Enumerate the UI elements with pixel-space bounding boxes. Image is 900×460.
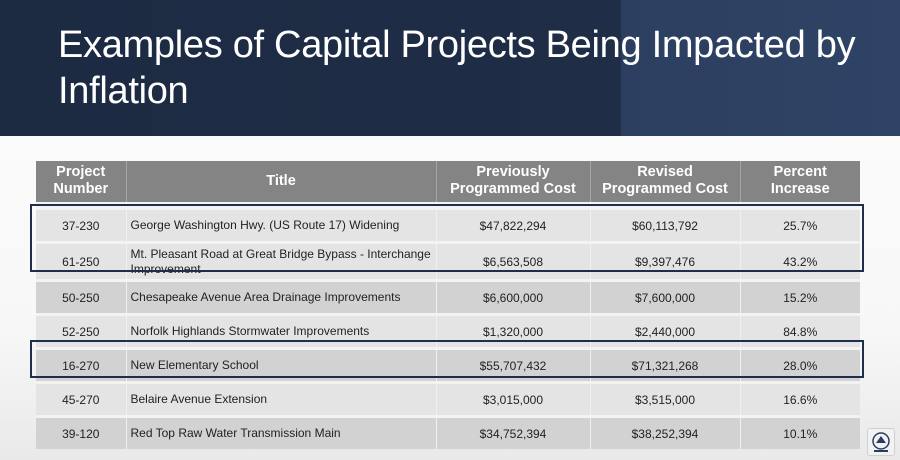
- revised-cost: $7,600,000: [590, 281, 740, 315]
- project-number: 16-270: [36, 349, 126, 383]
- percent-increase: 16.6%: [740, 383, 860, 417]
- project-title: Chesapeake Avenue Area Drainage Improvements: [126, 281, 436, 315]
- project-title: George Washington Hwy. (US Route 17) Widening: [126, 206, 436, 243]
- table-row: [36, 243, 860, 281]
- city-seal-icon: [867, 428, 895, 456]
- previous-cost: $34,752,394: [436, 417, 590, 450]
- project-number: 39-120: [36, 417, 126, 450]
- project-title: Norfolk Highlands Stormwater Improvements: [126, 315, 436, 349]
- previous-cost: $6,600,000: [436, 281, 590, 315]
- revised-cost: $60,113,792: [590, 206, 740, 243]
- project-number: 61-250: [36, 243, 126, 281]
- column-header-number: Project Number: [36, 161, 126, 206]
- projects-table: [36, 161, 860, 449]
- table-header-row: [36, 161, 860, 206]
- column-header-percent-increase: Percent Increase: [740, 161, 860, 206]
- table-row: [36, 315, 860, 349]
- revised-cost: $2,440,000: [590, 315, 740, 349]
- previous-cost: $6,563,508: [436, 243, 590, 281]
- percent-increase: 25.7%: [740, 206, 860, 243]
- slide-title: Examples of Capital Projects Being Impacted by Inflation: [58, 24, 856, 112]
- revised-cost: $71,321,268: [590, 349, 740, 383]
- project-title: Belaire Avenue Extension: [126, 383, 436, 417]
- column-header-title: Title: [126, 161, 436, 206]
- project-number: 37-230: [36, 206, 126, 243]
- percent-increase: 43.2%: [740, 243, 860, 281]
- project-title: New Elementary School: [126, 349, 436, 383]
- project-number: 50-250: [36, 281, 126, 315]
- percent-increase: 84.8%: [740, 315, 860, 349]
- percent-increase: 28.0%: [740, 349, 860, 383]
- table-row: [36, 383, 860, 417]
- percent-increase: 10.1%: [740, 417, 860, 450]
- previous-cost: $1,320,000: [436, 315, 590, 349]
- table-row: [36, 349, 860, 383]
- previous-cost: $47,822,294: [436, 206, 590, 243]
- previous-cost: $55,707,432: [436, 349, 590, 383]
- project-title: Mt. Pleasant Road at Great Bridge Bypass - Interchange Improvement: [126, 243, 436, 281]
- table-row: [36, 417, 860, 450]
- table-row: [36, 206, 860, 243]
- previous-cost: $3,015,000: [436, 383, 590, 417]
- percent-increase: 15.2%: [740, 281, 860, 315]
- project-title: Red Top Raw Water Transmission Main: [126, 417, 436, 450]
- project-number: 52-250: [36, 315, 126, 349]
- project-number: 45-270: [36, 383, 126, 417]
- column-header-previous-cost: Previously Programmed Cost: [436, 161, 590, 206]
- revised-cost: $3,515,000: [590, 383, 740, 417]
- column-header-revised-cost: Revised Programmed Cost: [590, 161, 740, 206]
- revised-cost: $38,252,394: [590, 417, 740, 450]
- table-row: [36, 281, 860, 315]
- revised-cost: $9,397,476: [590, 243, 740, 281]
- slide-header: [0, 0, 900, 136]
